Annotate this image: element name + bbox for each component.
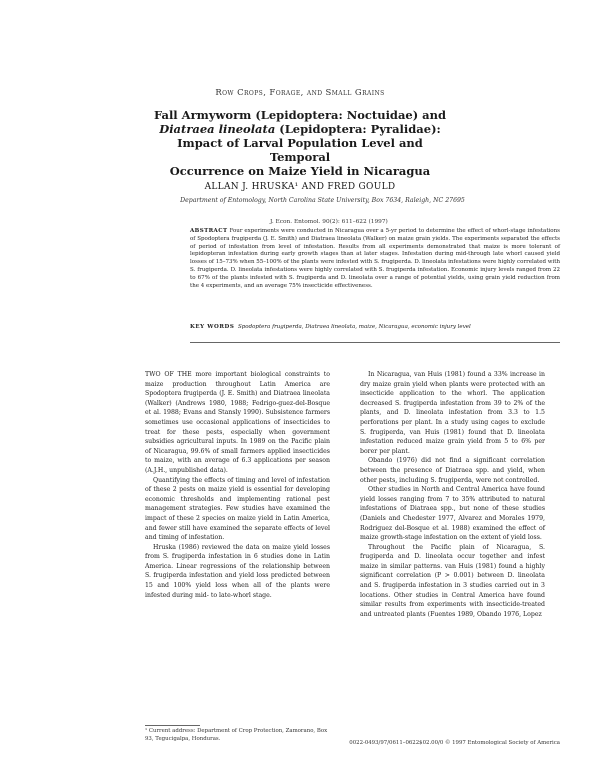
section-heading: Row Crops, Forage, and Small Grains [215, 88, 385, 98]
paragraph: TWO OF THE more important biological constraints to maize production throughout Latin America are Spodoptera frugiperda (J. E. Smith) and Diatraea lineolata (Walker) (Andrews 1980, 1988; Fedrigo-guez-del-Bosque et al. 1988; Evans and Stansly 1990). Subsistence farmers sometimes use occasional applications of insecticides to treat for these pests, especially when government subsidies agricultural inputs. In 1989 on the Pacific plain of Nicaragua, 99.6% of small farmers applied insecticides to maize, with an average of 6.3 applications per season (A.J.H., unpublished data). [145, 371, 330, 474]
paragraph: Quantifying the effects of timing and level of infestation of these 2 pests on maize yield is essential for developing economic thresholds and implementing rational pest management strategies. Few studies have examined the impact of these 2 species on maize yield in Latin America, and fewer still have examined the separate effects of level and timing of infestation. [145, 476, 330, 542]
title-line-3: Impact of Larval Population Level and Temporal [177, 136, 423, 164]
title-line-1: Fall Armyworm (Lepidoptera: Noctuidae) and [153, 108, 447, 122]
footnote-divider [145, 725, 200, 726]
paragraph: In Nicaragua, van Huis (1981) found a 33% increase in dry maize grain yield when plants were protected with an insecticide application to the whorl. The application decreased S. frugiperda infestation from 39 to 2% of the plants, and D. lineolata infestation from 3.3 to 1.5 perforations per plant. In a study using cages to exclude S. frugiperda, van Huis (1981) found that D. lineolata infestation reduced maize grain yield from 5 to 6% per borer per plant. [360, 371, 545, 455]
title-line-4: Occurrence on Maize Yield in Nicaragua [169, 164, 431, 178]
abstract-text: Four experiments were conducted in Nicaragua over a 5-yr period to determine the effect of whorl-stage infestations of Spodoptera frugiperda (J. E. Smith) and Diatraea lineolata (Walker) on maize grain yields. The experiments separated the effects of period of infestation from level of infestation. Results from all experiments demonstrated that maize is more tolerant of lepidopteran infestation during early growth stages than at later stages. Infestation during mid-through late whorl caused yield losses of 15–73% when 55–100% of the plants were infested with S. frugiperda. D. lineolata infestations were highly correlated with S. frugiperda. D. lineolata infestations were highly correlated with S. frugiperda infestation. Economic injury levels ranged from 22 to 67% of the plants infested with S. frugiperda and D. lineolata over a range of potential yields, using grain yield reduction from the 4 experiments, and an average 75% insecticide effectiveness. [190, 228, 560, 289]
paragraph: Hruska (1986) reviewed the data on maize yield losses from S. frugiperda infestation in 6 studies done in Latin America. Linear regressions of the relationship between S. frugiperda infestation and yield loss predicted between 15 and 100% yield loss when all of the plants were infested during mid- to late-whorl stage. [145, 543, 330, 599]
keywords-label: KEY WORDS [190, 324, 235, 330]
body-column-right [360, 370, 545, 619]
affiliation: Department of Entomology, North Carolina State University, Box 7634, Raleigh, NC 27695 [180, 197, 465, 204]
abstract-label: ABSTRACT [190, 228, 228, 234]
paragraph: Throughout the Pacific plain of Nicaragua, S. frugiperda and D. lineolata occur together and infest maize in similar patterns. van Huis (1981) found a highly significant correlation (P > 0.001) between D. lineolata and S. frugiperda infestation in 3 studies carried out in 3 locations. Other studies in Central America have found similar results from experiments with insecticide-treated and untreated plants (Fuentes 1989, Obando 1976, Lopez [360, 543, 545, 618]
footnote: ¹ Current address: Department of Crop Protection, Zamorano, Box 93, Tegucigalpa, Honduras. [145, 728, 328, 742]
copyright-line: 0022-0493/97/0611–0622$02.00/0 © 1997 Entomological Society of America [349, 740, 560, 746]
abstract [190, 228, 560, 290]
body-column-left [145, 370, 330, 600]
header-divider [190, 342, 560, 343]
article-title [150, 108, 450, 178]
paragraph: Obando (1976) did not find a significant correlation between the presence of Diatraea spp. and yield, when other pests, including S. frugiperda, were not controlled. [360, 457, 545, 484]
journal-reference: J. Econ. Entomol. 90(2): 611–622 (1997) [270, 219, 388, 225]
keywords [190, 324, 560, 332]
keywords-text: Spodoptera frugiperda, Diatraea lineolata, maize, Nicaragua, economic injury level [238, 324, 471, 330]
title-line-2 [150, 122, 450, 136]
title-line-2-rest: (Lepidoptera: Pyralidae): [275, 122, 441, 136]
title-species: Diatraea lineolata [159, 122, 276, 136]
authors: ALLAN J. HRUSKA¹ AND FRED GOULD [204, 182, 396, 192]
paragraph: Other studies in North and Central America have found yield losses ranging from 7 to 35% attributed to natural infestations of Diatraea spp., but none of these studies (Daniels and Chedester 1977, Alvarez and Morales 1979, Rodriguez del-Bosque et al. 1988) examined the effect of maize growth-stage infestation on the extent of yield loss. [360, 486, 545, 542]
